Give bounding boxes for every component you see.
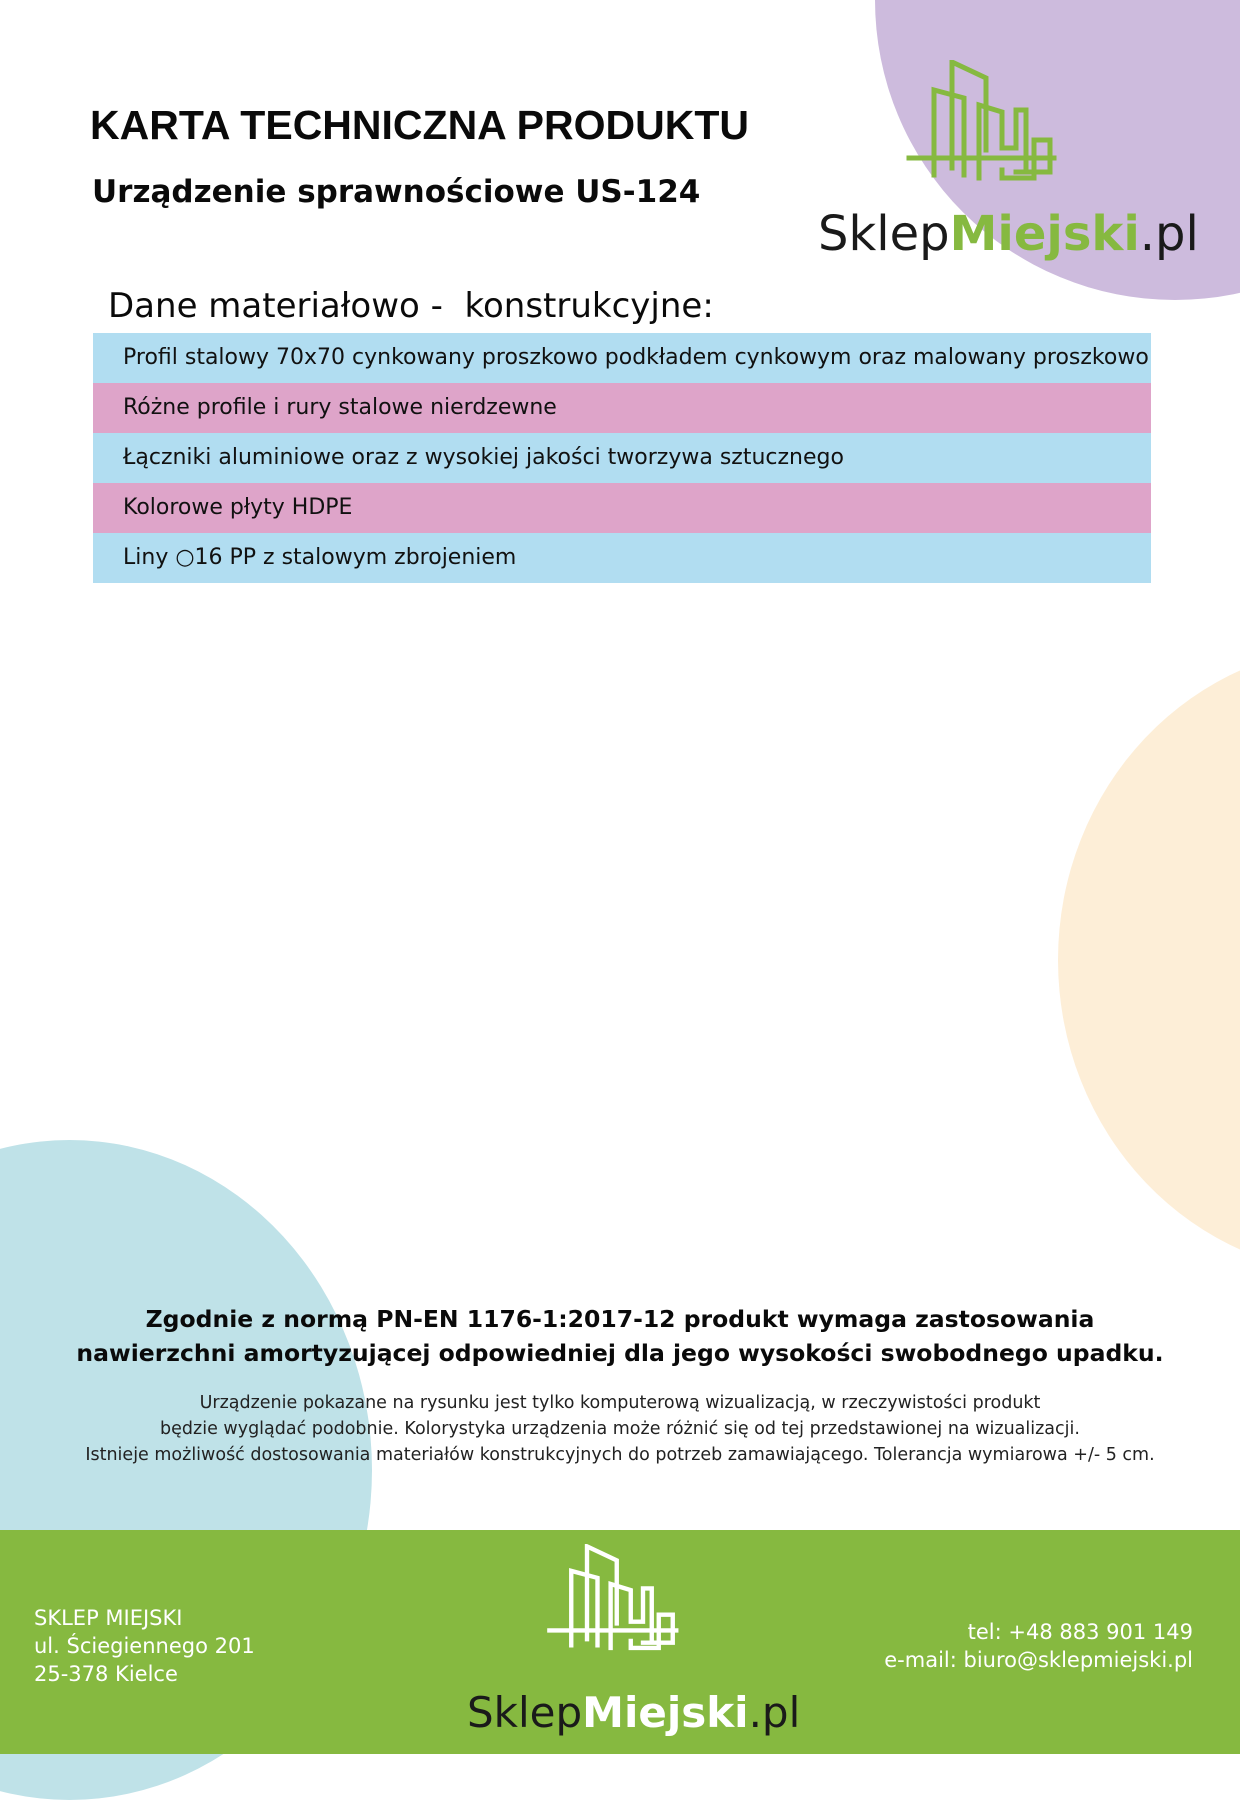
contact-info	[884, 1618, 1193, 1674]
disclaimer-line: będzie wyglądać podobnie. Kolorystyka urządzenia może różnić się od tej przedstawionej na wizualizacji.	[160, 1419, 1080, 1439]
address-line: 25-378 Kielce	[34, 1662, 178, 1686]
disclaimer-line: Urządzenie pokazane na rysunku jest tylko komputerową wizualizacją, w rzeczywistości produkt	[199, 1393, 1041, 1413]
decorative-circle-yellow	[1058, 645, 1240, 1275]
materials-list	[93, 333, 1151, 583]
city-buildings-icon	[904, 60, 1064, 190]
brand-logo	[818, 60, 1199, 280]
footer-brand-logo	[465, 1544, 801, 1749]
address-line: SKLEP MIEJSKI	[34, 1606, 183, 1630]
material-item: Kolorowe płyty HDPE	[93, 483, 1151, 533]
norm-line: nawierzchni amortyzującej odpowiedniej dla jego wysokości swobodnego upadku.	[76, 1339, 1164, 1367]
materials-heading: Dane materiałowo - konstrukcyjne:	[108, 286, 714, 326]
phone-number[interactable]: tel: +48 883 901 149	[967, 1620, 1193, 1644]
product-name: Urządzenie sprawnościowe US-124	[92, 174, 701, 210]
address-line: ul. Ściegiennego 201	[34, 1634, 255, 1658]
footer-brand-logo-text: SklepMiejski.pl	[467, 1688, 801, 1737]
material-item: Profil stalowy 70x70 cynkowany proszkowo podkładem cynkowym oraz malowany proszkowo	[93, 333, 1151, 383]
disclaimer-line: Istnieje możliwość dostosowania materiałów konstrukcyjnych do potrzeb zamawiającego. Tolerancja wymiarowa +/- 5 cm.	[85, 1445, 1155, 1465]
material-item: Łączniki aluminiowe oraz z wysokiej jakości tworzywa sztucznego	[93, 433, 1151, 483]
city-buildings-icon	[545, 1544, 685, 1659]
norm-line: Zgodnie z normą PN-EN 1176-1:2017-12 produkt wymaga zastosowania	[145, 1305, 1095, 1333]
material-item: Różne profile i rury stalowe nierdzewne	[93, 383, 1151, 433]
norm-notice	[40, 1302, 1200, 1370]
material-item: Liny ○16 PP z stalowym zbrojeniem	[93, 533, 1151, 583]
footer	[0, 1530, 1240, 1754]
email-address[interactable]: e-mail: biuro@sklepmiejski.pl	[884, 1648, 1193, 1672]
disclaimer	[20, 1390, 1220, 1468]
brand-logo-text: SklepMiejski.pl	[818, 206, 1199, 262]
company-address	[34, 1604, 255, 1688]
page-title: KARTA TECHNICZNA PRODUKTU	[90, 102, 749, 148]
